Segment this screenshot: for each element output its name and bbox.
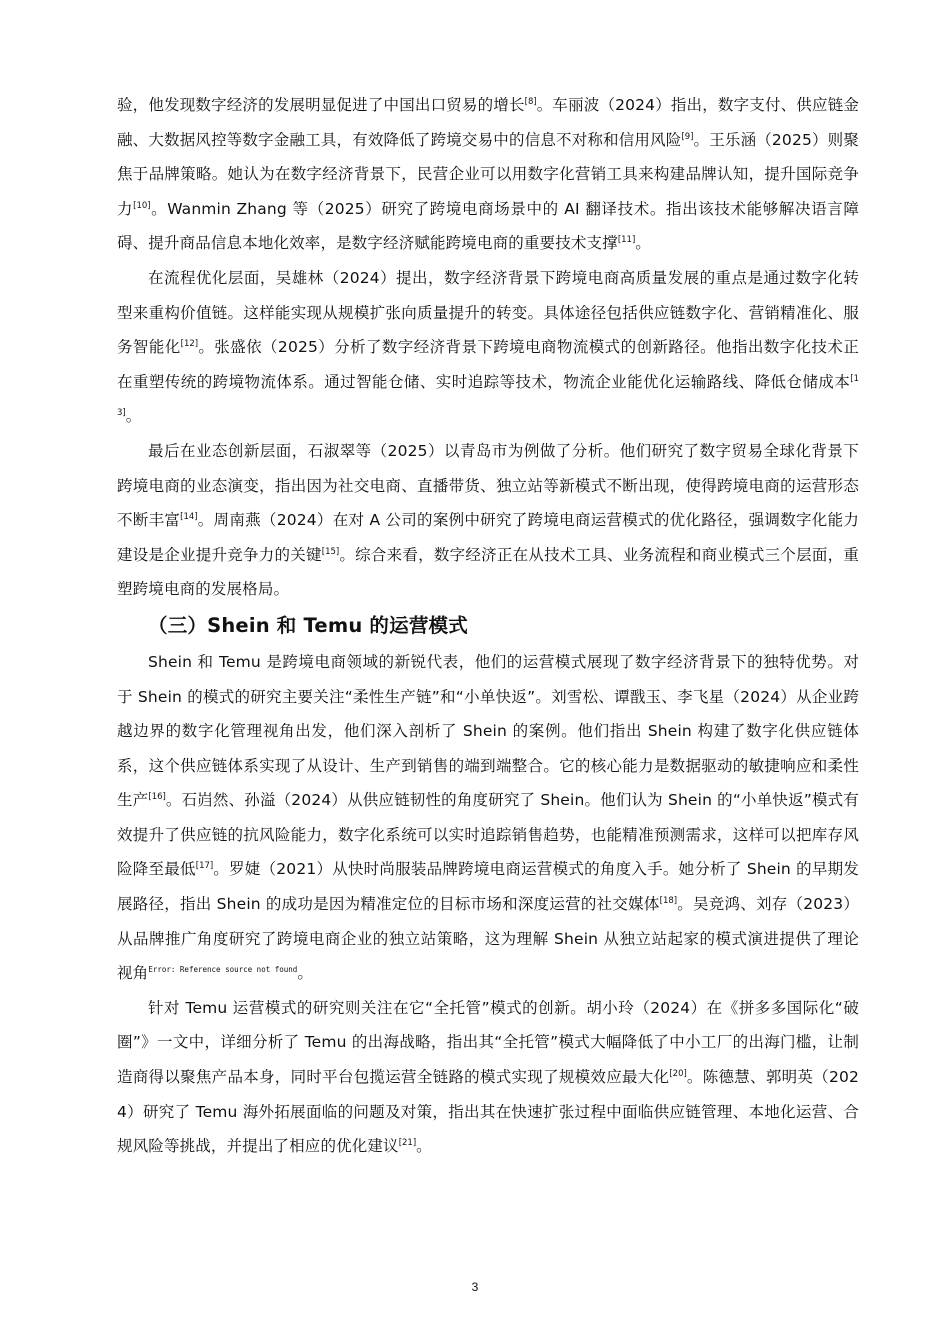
paragraph-text: Shein 和 Temu 是跨境电商领域的新锐代表，他们的运营模式展现了数字经济背景下的独特优势。对于 Shein 的模式的研究主要关注“柔性生产链”和“小单快返”。刘雪松、谭戬玉、李飞星（2024）从企业跨越边界的数字化管理视角出发，他们深入剖析了 Shein 的案例。他们指出 Shein 构建了数字化供应链体系，这个供应链体系实现了从设计、生产到销售的端到端整合。它的核心能力是数据驱动的敏捷响应和柔性生产 [117,652,859,810]
body-paragraph [117,434,859,607]
paragraph-text: 。 [416,1137,432,1156]
page-number: 3 [471,1280,479,1294]
paragraph-text: 。综合来看，数字经济正在从技术工具、业务流程和商业模式三个层面，重塑跨境电商的发展格局。 [117,545,860,599]
paragraph-text: 在流程优化层面，吴雄林（2024）提出，数字经济背景下跨境电商高质量发展的重点是通过数字化转型来重构价值链。这样能实现从规模扩张向质量提升的转变。具体途径包括供应链数字化、营销精准化、服务智能化 [117,268,859,357]
citation-reference: [21] [398,1138,417,1149]
paragraph-text: 。周南燕（2024）在对 A 公司的案例中研究了跨境电商运营模式的优化路径，强调数字化能力建设是企业提升竞争力的关键 [117,511,860,564]
document-body [117,88,859,1164]
paragraph-text: 。Wanmin Zhang 等（2025）研究了跨境电商场景中的 AI 翻译技术。指出该技术能够解决语言障碍、提升商品信息本地化效率，是数字经济赋能跨境电商的重要技术支撑 [117,199,859,253]
paragraph-text: 针对 Temu 运营模式的研究则关注在它“全托管”模式的创新。胡小玲（2024）在《拼多多国际化“破圈”》一文中，详细分析了 Temu 的出海战略，指出其“全托管”模式大幅降低了中小工厂的出海门槛，让制造商得以聚焦产品本身，同时平台包揽运营全链路的模式实现了规模效应最大化 [117,998,859,1087]
citation-reference: [15] [321,546,340,557]
paragraph-text: 。陈德慧、郭明英（2024）研究了 Temu 海外拓展面临的问题及对策，指出其在快速扩张过程中面临供应链管理、本地化运营、合规风险等挑战，并提出了相应的优化建议 [117,1068,859,1156]
paragraph-group-top [117,88,859,607]
reference-error-note: Error: Reference source not found [148,965,298,975]
paragraph-group-bottom [117,645,859,1164]
paragraph-text: 验，他发现数字经济的发展明显促进了中国出口贸易的增长 [117,96,525,114]
paragraph-text: 。车丽波（2024）指出，数字支付、供应链金融、大数据风控等数字金融工具，有效降低了跨境交易中的信息不对称和信用风险 [117,96,859,149]
citation-reference: [12] [180,339,199,349]
body-paragraph [117,261,859,434]
citation-reference: [11] [617,235,636,246]
paragraph-text: 。张盛依（2025）分析了数字经济背景下跨境电商物流模式的创新路径。他指出数字化技术正在重塑传统的跨境物流体系。通过智能仓储、实时追踪等技术，物流企业能优化运输路线、降低仓储成本 [117,338,859,391]
citation-reference: [20] [669,1068,687,1079]
paragraph-text: 最后在业态创新层面，石淑翠等（2025）以青岛市为例做了分析。他们研究了数字贸易全球化背景下跨境电商的业态演变，指出因为社交电商、直播带货、独立站等新模式不断出现，使得跨境电商的运营形态不断丰富 [117,441,859,530]
paragraph-text: 。罗婕（2021）从快时尚服装品牌跨境电商运营模式的角度入手。她分析了 Shein 的早期发展路径，指出 Shein 的成功是因为精准定位的目标市场和深度运营的社交媒体 [117,860,859,914]
citation-reference: [13] [117,373,859,419]
body-paragraph [117,88,859,261]
citation-reference: [14] [180,511,198,522]
paragraph-text: 。 [125,407,142,426]
citation-reference: [16] [148,792,166,803]
citation-reference: [8] [524,96,537,107]
paragraph-text: 。 [635,234,651,253]
body-paragraph [117,645,859,991]
paragraph-text: 。王乐涵（2025）则聚焦于品牌策略。她认为在数字经济背景下，民营企业可以用数字化营销工具来构建品牌认知，提升国际竞争力 [117,130,860,218]
citation-reference: [10] [133,200,151,211]
body-paragraph [117,991,859,1164]
paragraph-text: 。 [297,964,313,983]
paragraph-text: 。吴竞鸿、刘存（2023）从品牌推广角度研究了跨境电商企业的独立站策略，这为理解 Shein 从独立站起家的模式演进提供了理论视角 [117,895,859,983]
section-heading: （三）Shein 和 Temu 的运营模式 [148,613,468,637]
paragraph-text: 。石岿然、孙溢（2024）从供应链韧性的角度研究了 Shein。他们认为 Shein 的“小单快返”模式有效提升了供应链的抗风险能力，数字化系统可以实时追踪销售趋势，也能精准预测需求，这样可以把库存风险降至最低 [117,791,859,879]
citation-reference: [18] [659,895,678,906]
citation-reference: [17] [195,861,214,872]
citation-reference: [9] [681,131,694,142]
